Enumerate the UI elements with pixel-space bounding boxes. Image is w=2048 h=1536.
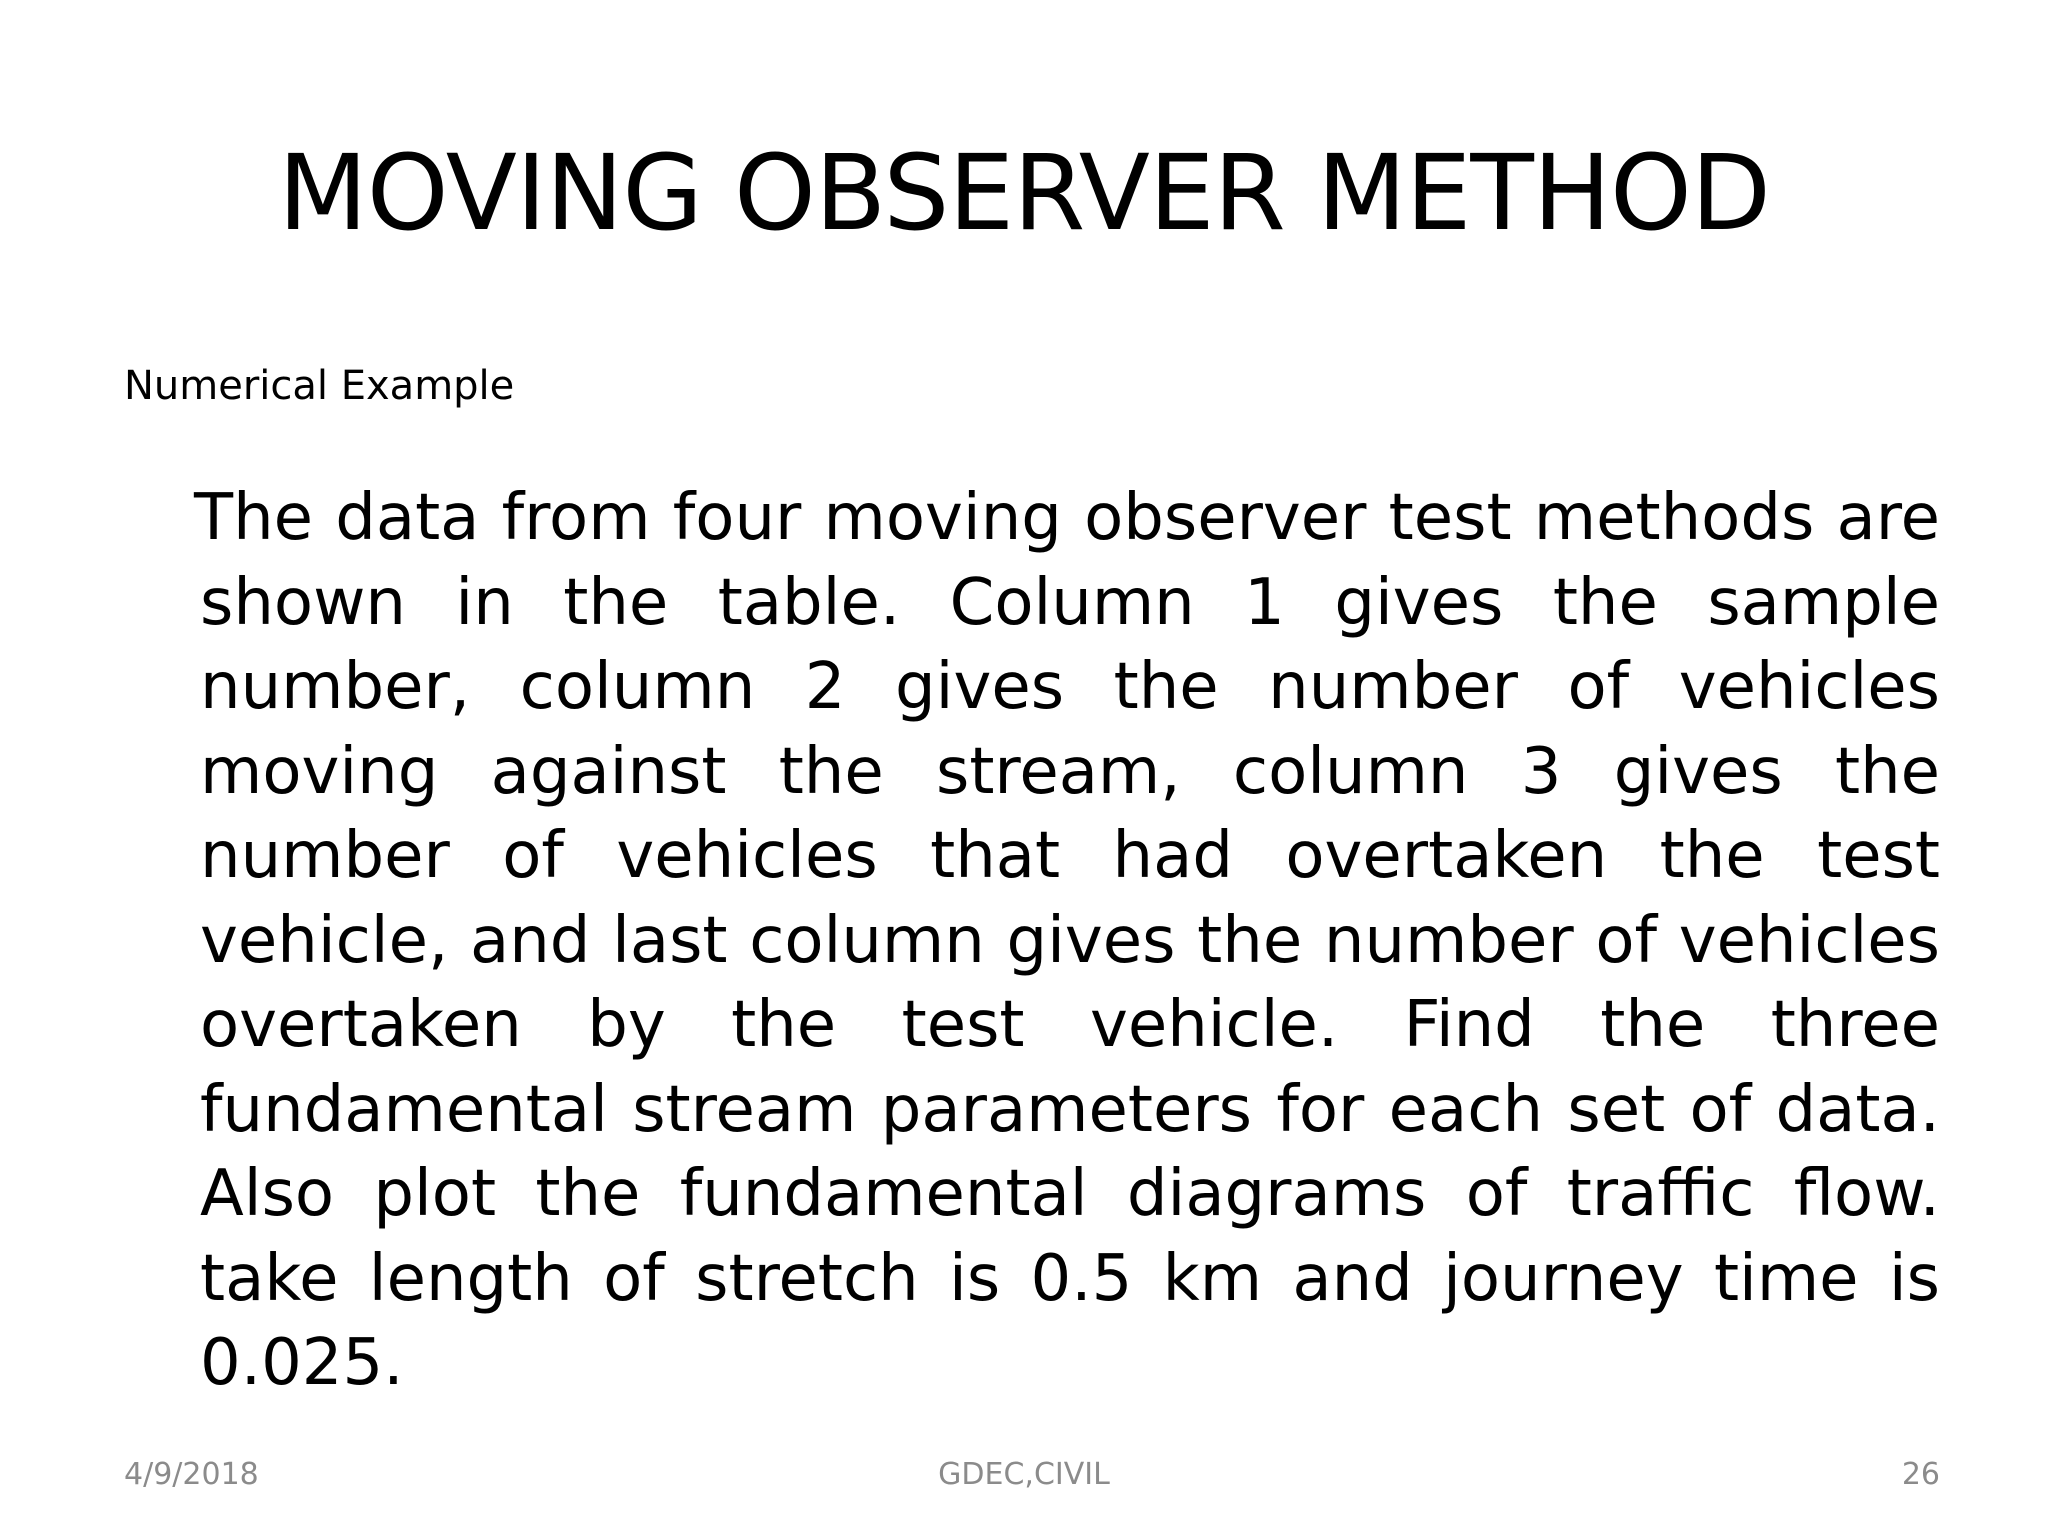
footer-page-number: 26: [1901, 1457, 1940, 1492]
slide-title: MOVING OBSERVER METHOD: [278, 132, 1770, 254]
slide-body-paragraph: The data from four moving observer test methods are shown in the table. Column 1 gives the sample number, column 2 gives the number of vehicles moving against the stream, column 3 gives the number of vehicles that had overtaken the test vehicle, and last column gives the number of vehicles overtaken by the test vehicle. Find the three fundamental stream parameters for each set of data. Also plot the fundamental diagrams of traffic flow. take length of stretch is 0.5 km and journey time is 0.025.: [194, 481, 1940, 1400]
footer-center-text: GDEC,CIVIL: [938, 1457, 1110, 1492]
slide-subtitle: Numerical Example: [124, 363, 515, 409]
footer-date: 4/9/2018: [124, 1457, 259, 1492]
